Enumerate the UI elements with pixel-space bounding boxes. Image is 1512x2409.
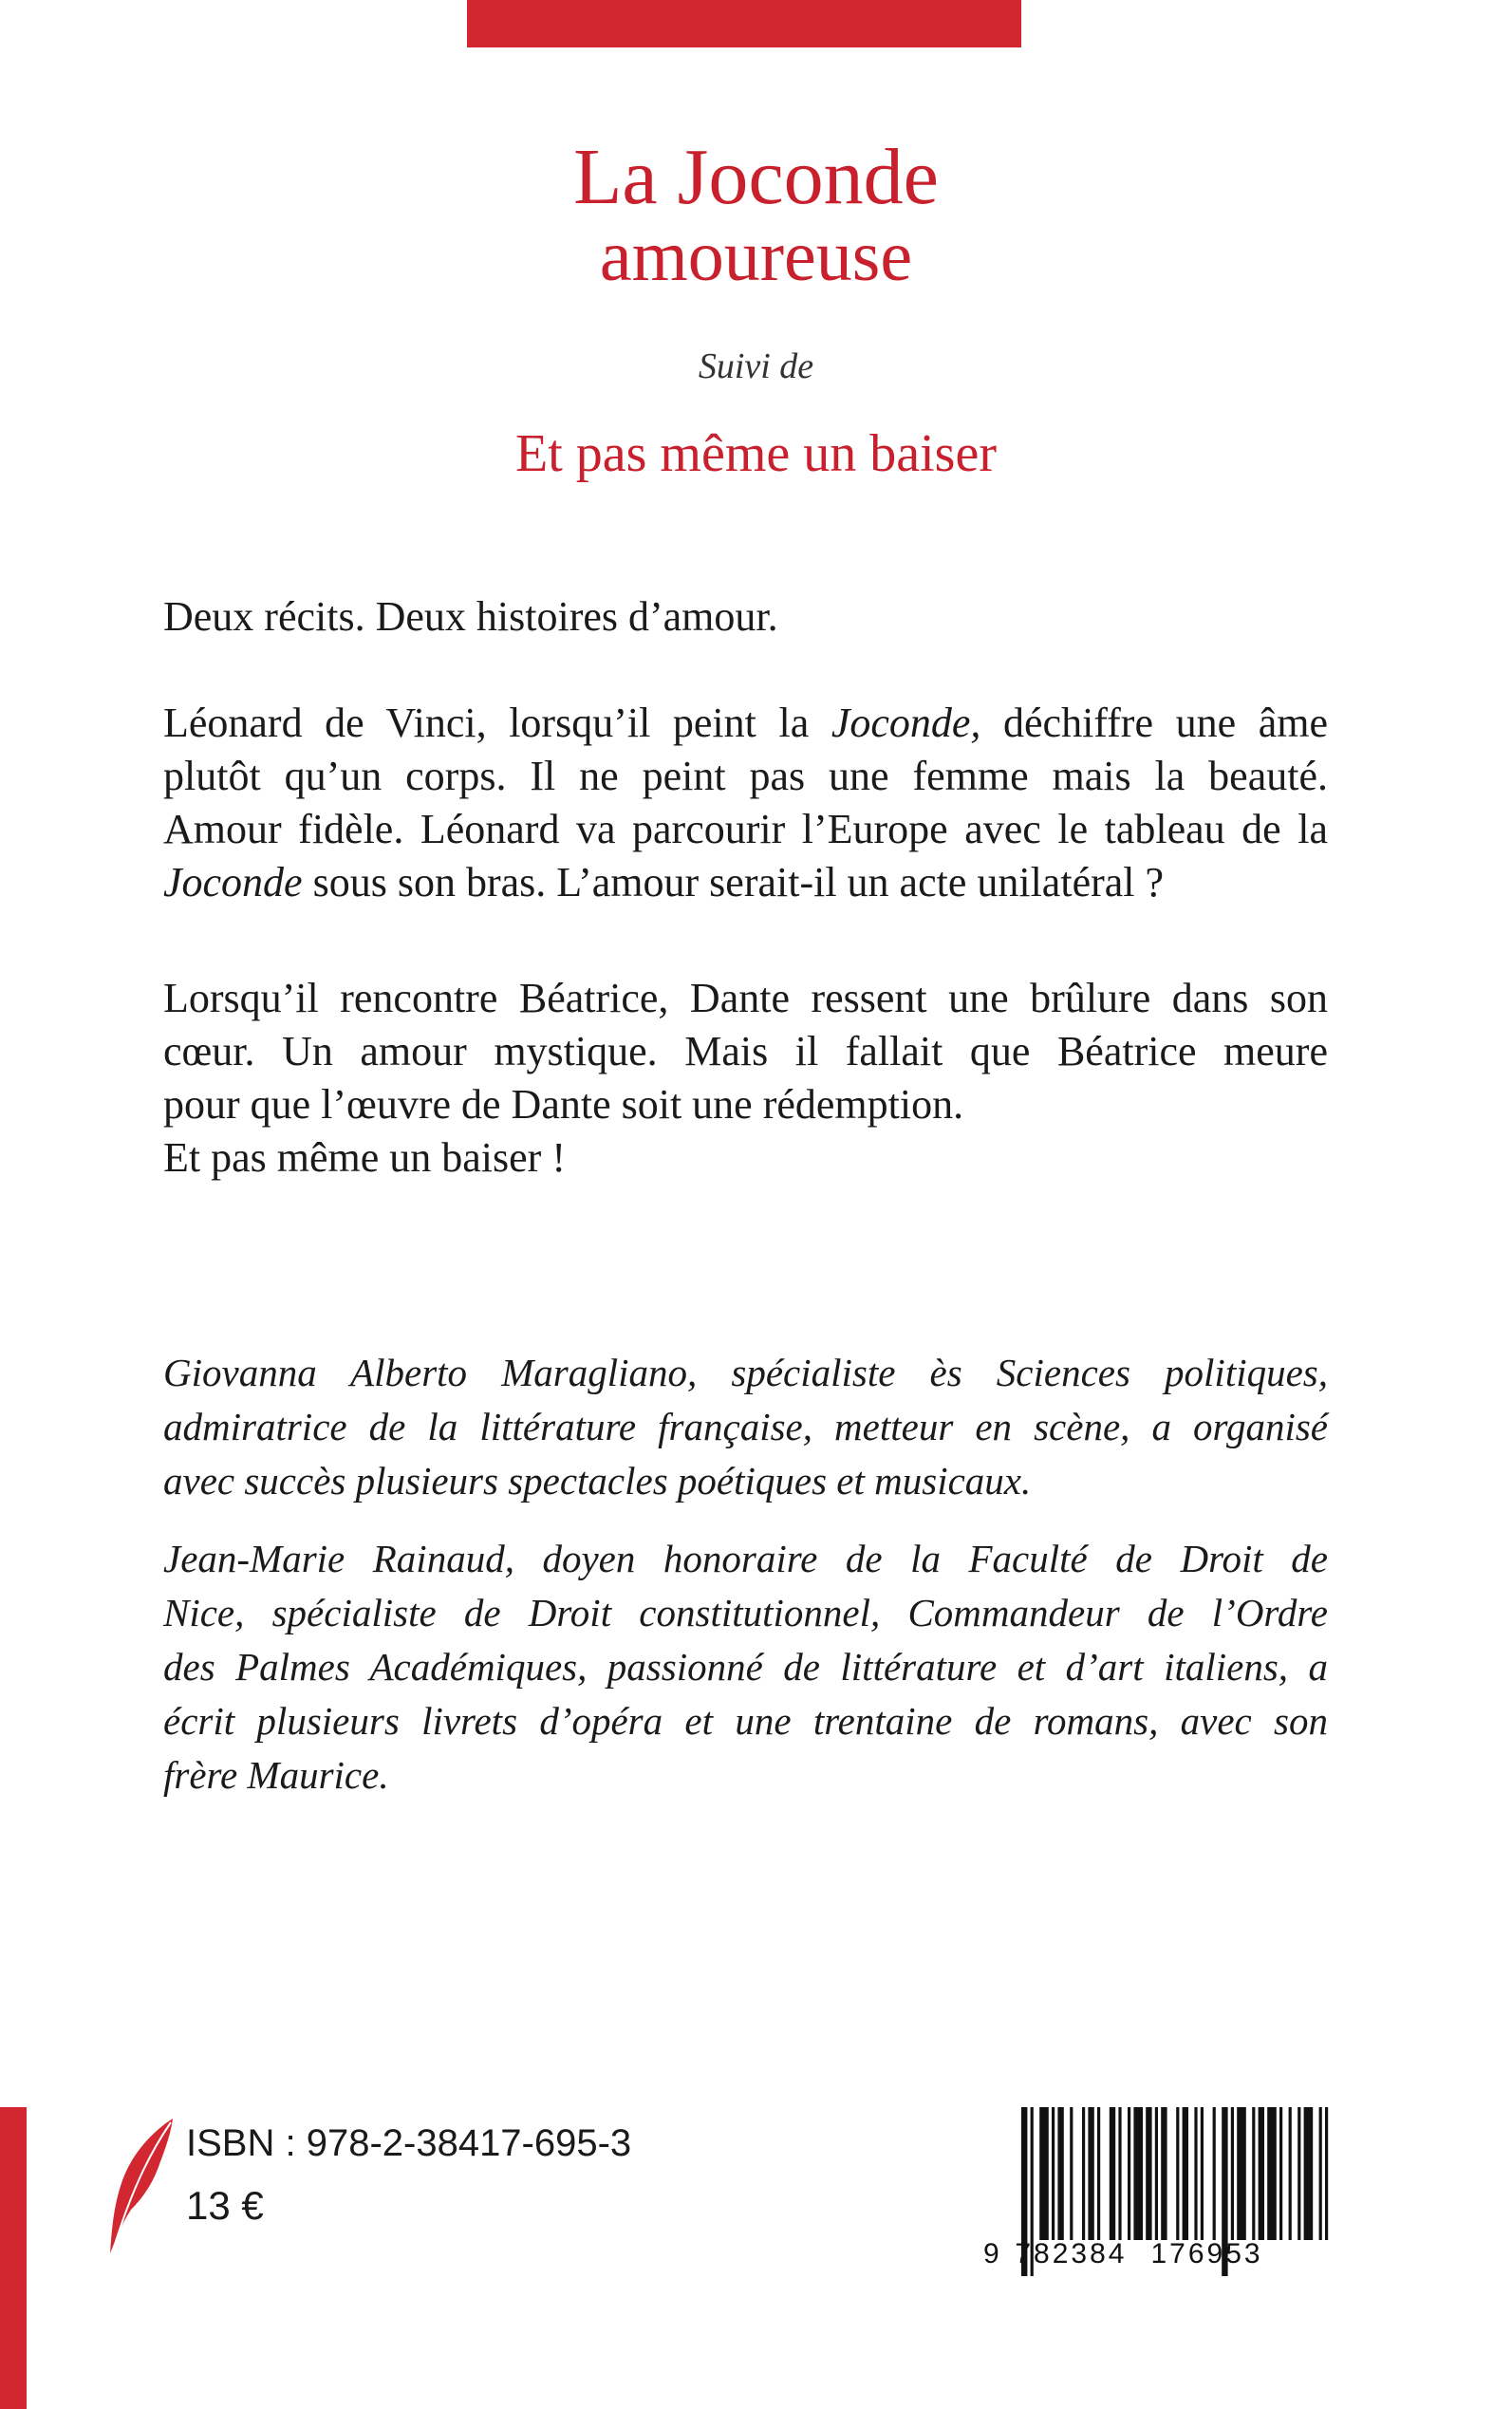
barcode-bar — [1231, 2107, 1234, 2240]
left-accent-bar — [0, 2107, 27, 2409]
barcode-bar — [1128, 2107, 1130, 2240]
barcode — [1014, 2100, 1337, 2325]
author-bio-line: admiratrice de la littérature française, metteur en scène, a organisé — [163, 1405, 1328, 1448]
blurb-dante-line3: pour que l’œuvre de Dante soit une rédemption. — [163, 1081, 964, 1128]
barcode-bar — [1237, 2107, 1246, 2240]
barcode-bar — [1118, 2107, 1121, 2240]
barcode-bar — [1052, 2107, 1055, 2240]
isbn-label: ISBN : 978-2-38417-695-3 — [186, 2122, 632, 2164]
barcode-bar — [1279, 2107, 1282, 2240]
barcode-bar — [1267, 2107, 1277, 2240]
barcode-bar — [1325, 2107, 1328, 2240]
barcode-bar — [1319, 2107, 1322, 2240]
blurb-emphasis: Joconde — [163, 859, 303, 906]
barcode-bar — [1057, 2107, 1063, 2240]
price-label: 13 € — [186, 2183, 264, 2228]
top-accent-bar — [467, 0, 1021, 47]
barcode-bar — [1194, 2107, 1197, 2240]
barcode-bar — [1201, 2107, 1204, 2240]
suivi-de-label: Suivi de — [698, 346, 814, 386]
barcode-bar — [1088, 2107, 1093, 2240]
barcode-bar — [1289, 2107, 1292, 2240]
barcode-bar — [1082, 2107, 1085, 2240]
blurb-dante-line2: cœur. Un amour mystique. Mais il fallait que Béatrice meure — [163, 1028, 1328, 1074]
blurb-leonard — [163, 697, 1328, 909]
barcode-bar — [1155, 2107, 1158, 2240]
barcode-bar — [1304, 2107, 1314, 2240]
blurb-intro — [163, 590, 1328, 644]
book-subtitle: Et pas même un baiser — [515, 424, 997, 483]
barcode-digits — [983, 2238, 1363, 2270]
blurb-dante-line4: Et pas même un baiser ! — [163, 1134, 566, 1181]
author-bio-line: frère Maurice. — [163, 1753, 389, 1797]
book-title-line1: La Joconde — [573, 133, 939, 221]
book-title-line2: amoureuse — [599, 216, 913, 296]
blurb-leonard-line4 — [163, 856, 1328, 909]
barcode-bar — [1297, 2107, 1300, 2240]
blurb-text: déchiffre une âme — [980, 700, 1328, 746]
barcode-bar — [1259, 2107, 1264, 2240]
author-bio-line: des Palmes Académiques, passionné de littérature et d’art italiens, a — [163, 1645, 1328, 1689]
author-bio-line: écrit plusieurs livrets d’opéra et une trentaine de romans, avec son — [163, 1699, 1328, 1743]
blurb-intro-text: Deux récits. Deux histoires d’amour. — [163, 593, 778, 640]
author-bio-maragliano — [163, 1346, 1328, 1508]
blurb-dante-line1: Lorsqu’il rencontre Béatrice, Dante ressent une brûlure dans son — [163, 975, 1328, 1021]
barcode-bar — [1097, 2107, 1100, 2240]
author-bio-line: Giovanna Alberto Maragliano, spécialiste ès Sciences politiques, — [163, 1351, 1328, 1394]
barcode-bar — [1070, 2107, 1073, 2240]
blurb-leonard-line1 — [163, 697, 1328, 750]
barcode-bar — [1183, 2107, 1188, 2240]
author-bio-line: avec succès plusieurs spectacles poétiques et musicaux. — [163, 1459, 1032, 1503]
barcode-bar — [1146, 2107, 1151, 2240]
author-bio-line: Jean-Marie Rainaud, doyen honoraire de la Faculté de Droit de — [163, 1537, 1328, 1580]
barcode-group2: 176953 — [1150, 2238, 1263, 2269]
blurb-leonard-line2: plutôt qu’un corps. Il ne peint pas une femme mais la beauté. — [163, 753, 1328, 799]
blurb-text: Léonard de Vinci, lorsqu’il peint la — [163, 700, 831, 746]
blurb-emphasis: Joconde, — [831, 700, 981, 746]
barcode-bar — [1252, 2107, 1255, 2240]
barcode-bar — [1213, 2107, 1216, 2240]
red-feather-icon — [103, 2115, 177, 2257]
blurb-leonard-line3: Amour fidèle. Léonard va parcourir l’Europe avec le tableau de la — [163, 806, 1328, 852]
barcode-bar — [1161, 2107, 1167, 2240]
barcode-bar — [1133, 2107, 1143, 2240]
author-bio-line: Nice, spécialiste de Droit constitutionnel, Commandeur de l’Ordre — [163, 1591, 1328, 1634]
barcode-bar — [1176, 2107, 1179, 2240]
barcode-bar — [1110, 2107, 1115, 2240]
author-bio-rainaud — [163, 1532, 1328, 1802]
blurb-text: sous son bras. L’amour serait-il un acte unilatéral ? — [302, 859, 1165, 906]
barcode-group1: 782384 — [1015, 2238, 1128, 2269]
blurb-dante — [163, 972, 1328, 1185]
barcode-bar — [1039, 2107, 1049, 2240]
barcode-digit-first: 9 — [983, 2238, 999, 2269]
